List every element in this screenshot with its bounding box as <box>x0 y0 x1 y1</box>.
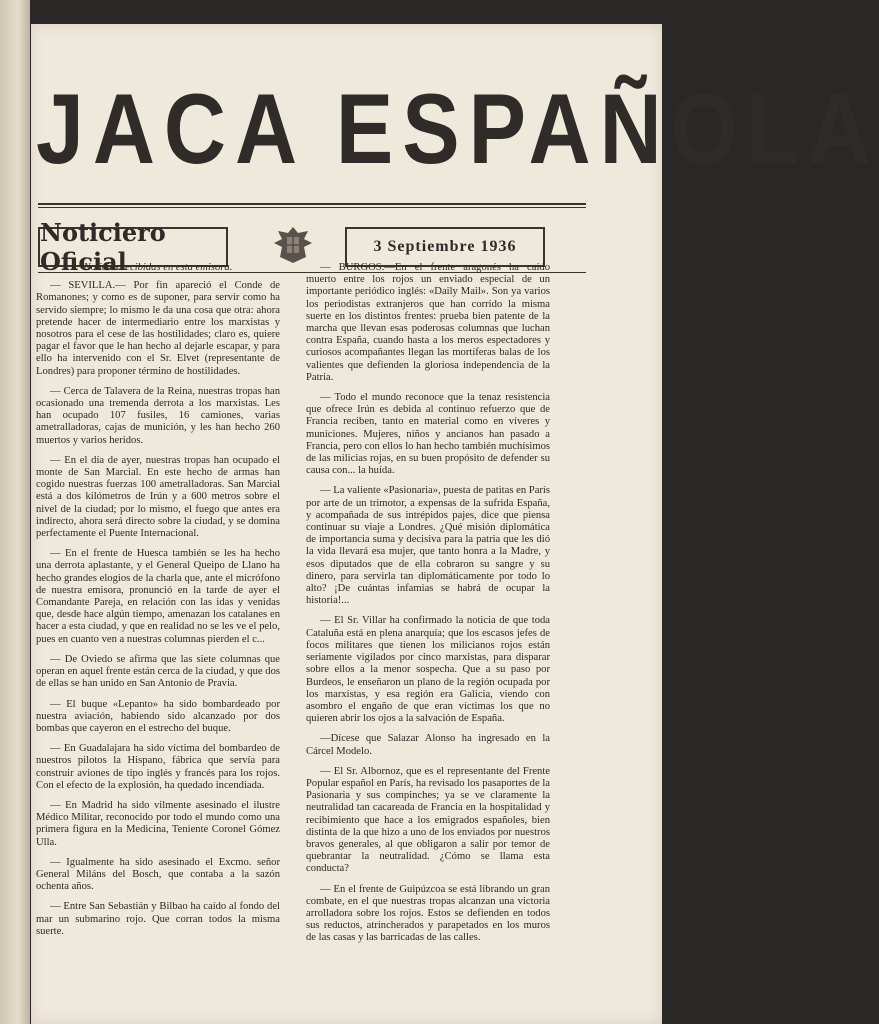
news-paragraph: — En el frente de Guipúzcoa se está librando un gran combate, en el que nuestras tropas alcanzan una victoria arrolladora sobre los rojos. Estos se defienden en todos sus reductos, atrincherados y parapetados en los muros de las casas y las barricadas de las calles. <box>306 883 550 944</box>
noticiero-oficial-box: Noticiero Oficial <box>38 227 228 267</box>
news-paragraph: — BURGOS.—En el frente aragonés ha caído muerto entre los rojos un enviado especial de un importante periódico inglés: «Daily Mail». Son ya varios los periodistas extranjeros que han corrido la misma suerte en los distintos frentes: prueba bien patente de la marcha que llevan esas poderosas columnas que luchan contra España, cuando hasta a los meros espectadores y curiosos acompañantes llegan las mortíferas balas de los valientes que defienden la gloriosa independencia de la Patria. <box>306 262 550 383</box>
news-paragraph: — SEVILLA.— Por fin apareció el Conde de Romanones; y como es de suponer, para servir como ha servido siempre; lo mismo le da una cosa que otra: ahora pretende hacer de intermediario entre los marxistas y nosotros para el cese de las hostilidades; claro es, quiere pagar el favor que le han hecho al dejarle escapar, y para ello ha intervenido con el Sr. Elvet (representante de Londres) para proponer término de hostilidades. <box>36 280 280 377</box>
news-paragraph: — En Madrid ha sido vilmente asesinado el ilustre Médico Militar, reconocido por todo el mundo como una primera figura en la Medicina, Teniente Coronel Gómez Ulla. <box>36 799 280 848</box>
left-column <box>36 262 280 946</box>
news-paragraph: — El buque «Lepanto» ha sido bombardeado por nuestra aviación, habiendo sido alcanzado por dos bombas que cayeron en el estrecho del buque. <box>36 698 280 734</box>
coat-of-arms-icon <box>270 225 316 267</box>
news-paragraph: — El Sr. Albornoz, que es el representante del Frente Popular español en París, ha revisado los pasaportes de la Pasionaria y sus compinches; ya se ve claramente la neutralidad tan cacareada de Francia en la hospitalidad y recibimiento que hace a los emigrados españoles, bien distinta de la que hizo a uno de los enviados por nuestros bravos generales, al que obligaron a salir por temor de quebrantar la neutralidad. ¿Cómo se llama esta conducta? <box>306 765 550 875</box>
masthead-rule-top <box>38 203 586 205</box>
column-heading: Noticias recibidas en esta emisora. <box>83 262 233 273</box>
news-paragraph: — De Oviedo se afirma que las siete columnas que operan en aquel frente están cerca de la ciudad, y que dos de ellas se han unido en San Antonio de Pravia. <box>36 653 280 690</box>
masthead-rule-bottom <box>38 207 586 208</box>
news-paragraph: — En el frente de Huesca también se les ha hecho una derrota aplastante, y el General Queipo de Llano ha hecho grandes elogios de la charla que, ante el micrófono de nuestra emisora, pronunció en la tarde de ayer el Comandante Pareja, en relación con las idas y venidas que, desde hace algún tiempo, amenazan los catalanes en hacer a esta ciudad, y que en realidad no se les ve el pelo, pues en cuanto ven a nuestras columnas pierden el c... <box>36 548 280 645</box>
date-box: 3 Septiembre 1936 <box>345 227 545 267</box>
news-paragraph: — Cerca de Talavera de la Reina, nuestras tropas han ocasionado una tremenda derrota a los marxistas. Les han ocupado 107 fusiles, 16 camiones, varias ametralladoras, cajas de munición, y les han hecho 260 muertos y varios heridos. <box>36 385 280 446</box>
news-paragraph: — Igualmente ha sido asesinado el Excmo. señor General Miláns del Bosch, que contaba a la sazón ochenta años. <box>36 856 280 893</box>
masthead-title: JACA ESPAÑOLA <box>36 74 879 185</box>
right-column <box>306 262 550 953</box>
news-paragraph: — En el día de ayer, nuestras tropas han ocupado el monte de San Marcial. En este hecho de armas han cogido nuestras fuerzas 100 ametralladoras. San Marcial está a dos kilómetros de Irún y a 600 metros sobre el nivel de la ciudad; por lo mismo, el fuego que antes era indirecto, ahora será directo sobre la ciudad, y se domina perfectamente el Puente Internacional. <box>36 454 280 540</box>
news-paragraph: — El Sr. Villar ha confirmado la noticia de que toda Cataluña está en plena anarquía; que los escasos jefes de focos militares que tienen los milicianos rojos están seriamente vigilados por cinco marxistas, para disparar sobre ellos a la menor sospecha. Que a su paso por Burdeos, le enseñaron un plano de la región ocupada por los marxistas, y esa región era Galicia, viendo con asombro el engaño de que eran víctimas los que no quieren abrir los ojos a la salvación de España. <box>306 615 550 725</box>
scan-binding-edge <box>0 0 30 1024</box>
news-paragraph: — Entre San Sebastián y Bilbao ha caído al fondo del mar un submarino rojo. Que corran todos la misma suerte. <box>36 901 280 937</box>
news-paragraph: — Todo el mundo reconoce que la tenaz resistencia que ofrece Irún es debida al continuo refuerzo que de Francia reciben, tanto en material como en víveres y municiones. Mujeres, niños y ancianos han pasado a Francia, pero con ellos lo han hecho también muchísimos de las milicias rojas, en su buen propósito de defender su causa con... la huída. <box>306 392 550 477</box>
news-paragraph: — En Guadalajara ha sido víctima del bombardeo de nuestros pilotos la Hispano, fábrica que servía para construir aviones de tipo inglés y francés para los rojos. Con el efecto de la explosión, ha quedado incendiada. <box>36 743 280 791</box>
news-paragraph: — La valiente «Pasionaria», puesta de patitas en París por arte de un trimotor, a expensas de la sufrida España, y acompañada de sus intrépidos pajes, dice que piensa continuar su viaje a Londres. ¿Qué misión diplomática de importancia suma y decisiva para la patria que les dió la vida llevará esa mujer, que tanto honra a la Madre, y esos diputados que de ella cobraron su sangre y su dinero, para servirla tan diplomáticamente por todo lo alto? ¡De cuántas infamias se habrá de ocupar la historia!... <box>306 485 550 607</box>
news-paragraph: —Dícese que Salazar Alonso ha ingresado en la Cárcel Modelo. <box>306 733 550 757</box>
